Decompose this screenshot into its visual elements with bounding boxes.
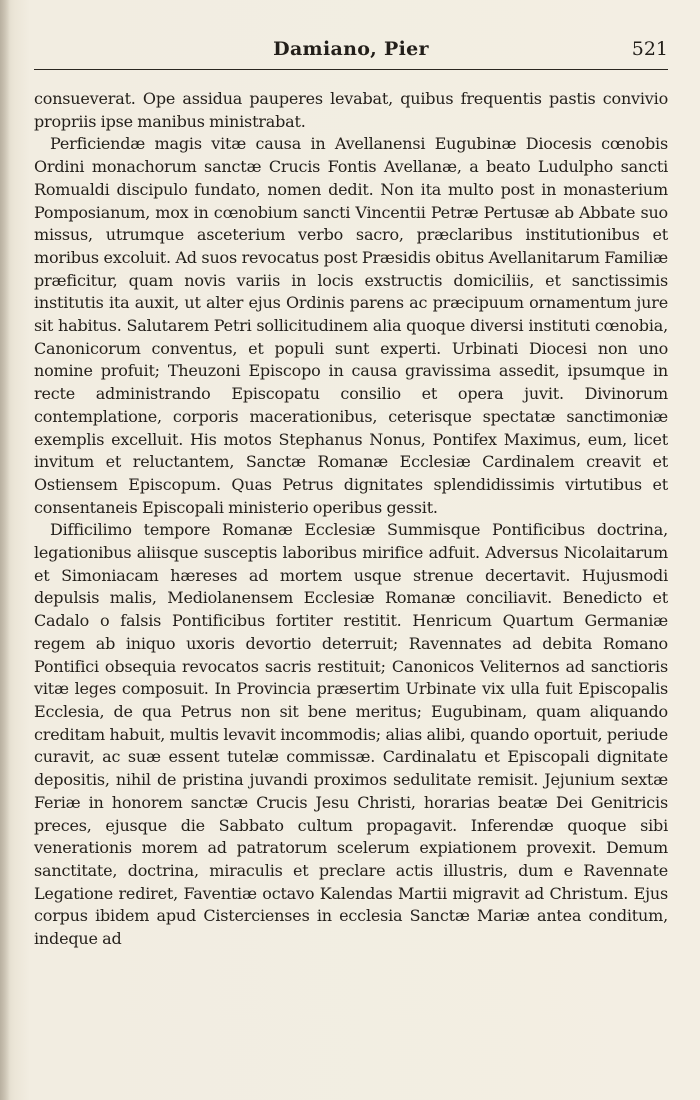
header-rule <box>34 69 668 70</box>
page-number: 521 <box>631 38 668 60</box>
paragraph: Difficilimo tempore Romanæ Ecclesiæ Summisque Pontificibus doctrina, legationibus aliisque susceptis laboribus mirifice adfuit. Adversus Nicolaitarum et Simoniacam hæreses ad mortem usque strenue decertavit. Hujusmodi depulsis malis, Mediolanensem Ecclesiæ Romanæ conciliavit. Benedicto et Cadalo o falsis Pontificibus fortiter restitit. Henricum Quartum Germaniæ regem ab iniquo uxoris devortio deterruit; Ravennates ad debita Romano Pontifici obsequia revocatos sacris restituit; Canonicos Veliternos ad sanctioris vitæ leges composuit. In Provincia præsertim Urbinate vix ulla fuit Episcopalis Ecclesia, de qua Petrus non sit bene meritus; Eugubinam, quam aliquando creditam habuit, multis levavit incommodis; alias alibi, quando oportuit, periude curavit, ac suæ essent tutelæ commissæ. Cardinalatu et Episcopali dignitate depositis, nihil de pristina juvandi proximos sedulitate remisit. Jejunium sextæ Feriæ in honorem sanctæ Crucis Jesu Christi, horarias beatæ Dei Genitricis preces, ejusque die Sabbato cultum propagavit. Inferendæ quoque sibi venerationis morem ad patratorum scelerum expiationem provexit. Demum sanctitate, doctrina, miraculis et preclare actis illustris, dum e Ravennate Legatione rediret, Faventiæ octavo Kalendas Martii migravit ad Christum. Ejus corpus ibidem apud Cistercienses in ecclesia Sanctæ Mariæ antea conditum, indeque ad <box>34 520 668 949</box>
paragraph-continuation: consueverat. Ope assidua pauperes levabat, quibus frequentis pastis convivio propriis ipse manibus ministrabat. <box>34 89 668 131</box>
body-text <box>34 88 668 951</box>
page-header <box>34 38 668 68</box>
page-gutter-shadow <box>0 0 10 1100</box>
paragraph: Perficiendæ magis vitæ causa in Avellanensi Eugubinæ Diocesis cœnobis Ordini monachorum sanctæ Crucis Fontis Avellanæ, a beato Ludulpho sancti Romualdi discipulo fundato, nomen dedit. Non ita multo post in monasterium Pomposianum, mox in cœnobium sancti Vincentii Petræ Pertusæ ab Abbate suo missus, utrumque asceterium verbo sacro, præclaribus institutionibus et moribus excoluit. Ad suos revocatus post Præsidis obitus Avellanitarum Familiæ præficitur, quam novis variis in locis exstructis domiciliis, et sanctissimis institutis ita auxit, ut alter ejus Ordinis parens ac præcipuum ornamentum jure sit habitus. Salutarem Petri sollicitudinem alia quoque diversi instituti cœnobia, Canonicorum conventus, et populi sunt experti. Urbinati Diocesi non uno nomine profuit; Theuzoni Episcopo in causa gravissima assedit, ipsumque in recte administrando Episcopatu consilio et opera juvit. Divinorum contemplatione, corporis macerationibus, ceterisque spectatæ sanctimoniæ exemplis excelluit. His motos Stephanus Nonus, Pontifex Maximus, eum, licet invitum et reluctantem, Sanctæ Romanæ Ecclesiæ Cardinalem creavit et Ostiensem Episcopum. Quas Petrus dignitates splendidissimis virtutibus et consentaneis Episcopali ministerio operibus gessit. <box>34 134 668 517</box>
running-title: Damiano, Pier <box>273 38 429 60</box>
